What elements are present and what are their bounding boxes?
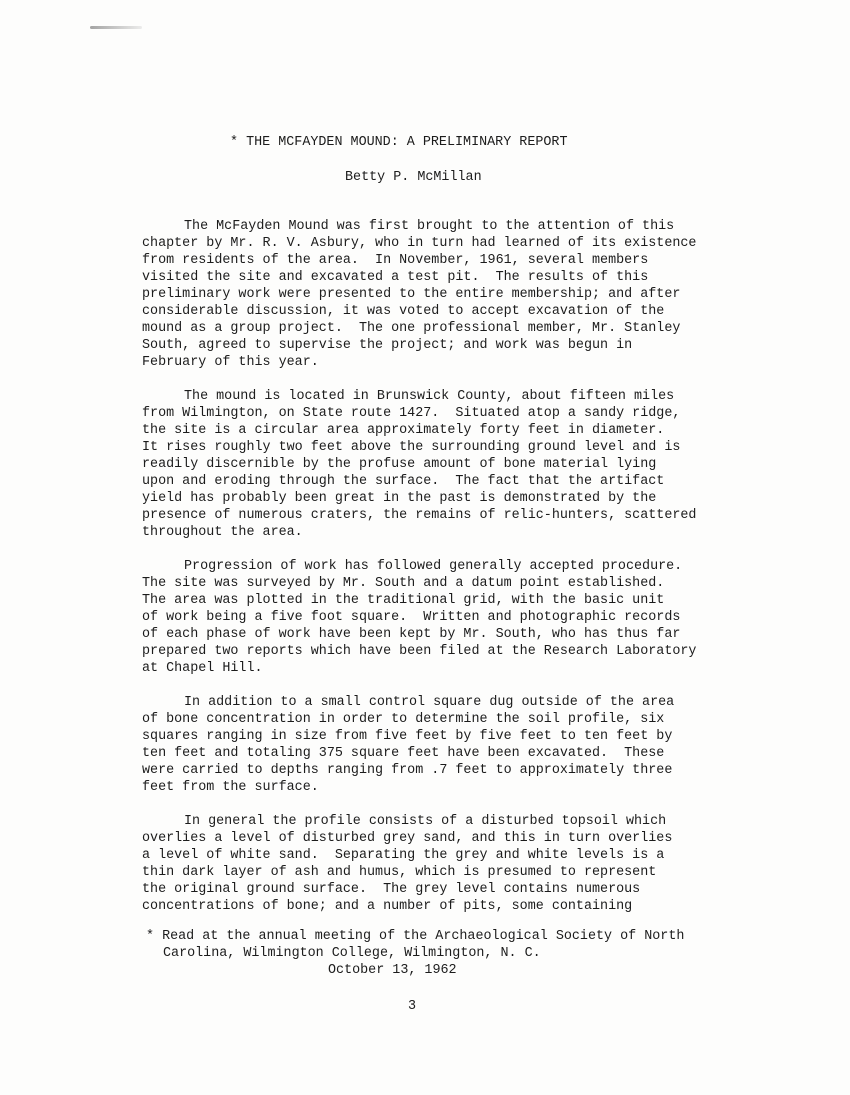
text-line: of each phase of work have been kept by Mr. South, who has thus far (142, 627, 681, 642)
text-line: thin dark layer of ash and humus, which is presumed to represent (142, 865, 657, 880)
paragraph (142, 388, 742, 541)
text-line: preliminary work were presented to the entire membership; and after (142, 287, 681, 302)
text-line: the site is a circular area approximately forty feet in diameter. (142, 423, 665, 438)
text-line: yield has probably been great in the past is demonstrated by the (142, 491, 657, 506)
text-line: readily discernible by the profuse amount of bone material lying (142, 457, 657, 472)
text-line: from Wilmington, on State route 1427. Situated atop a sandy ridge, (142, 406, 681, 421)
paragraph (142, 558, 742, 677)
text-line: upon and eroding through the surface. The fact that the artifact (142, 474, 665, 489)
text-line: the original ground surface. The grey level contains numerous (142, 882, 641, 897)
paragraph (142, 218, 742, 371)
text-line: of bone concentration in order to determine the soil profile, six (142, 712, 665, 727)
text-line: The site was surveyed by Mr. South and a datum point established. (142, 576, 665, 591)
text-line: of work being a five foot square. Written and photographic records (142, 610, 681, 625)
text-line: prepared two reports which have been filed at the Research Laboratory (142, 644, 697, 659)
text-line: ten feet and totaling 375 square feet have been excavated. These (142, 746, 665, 761)
text-line: visited the site and excavated a test pit. The results of this (142, 270, 649, 285)
text-line: feet from the surface. (142, 780, 319, 795)
text-line: presence of numerous craters, the remains of relic-hunters, scattered (142, 508, 697, 523)
report-title: * THE MCFAYDEN MOUND: A PRELIMINARY REPORT (230, 135, 568, 150)
page-number: 3 (408, 999, 417, 1014)
text-line: February of this year. (142, 355, 319, 370)
footnote-line: Carolina, Wilmington College, Wilmington, N. C. (163, 946, 541, 961)
text-line: It rises roughly two feet above the surrounding ground level and is (142, 440, 681, 455)
author-name: Betty P. McMillan (345, 170, 482, 185)
text-line: The McFayden Mound was first brought to the attention of this (184, 219, 675, 234)
text-line: squares ranging in size from five feet by five feet to ten feet by (142, 729, 673, 744)
text-line: from residents of the area. In November, 1961, several members (142, 253, 649, 268)
text-line: In addition to a small control square dug outside of the area (184, 695, 675, 710)
text-line: The mound is located in Brunswick County, about fifteen miles (184, 389, 675, 404)
text-line: The area was plotted in the traditional grid, with the basic unit (142, 593, 665, 608)
footnote-line: * Read at the annual meeting of the Archaeological Society of North (146, 929, 685, 944)
text-line: a level of white sand. Separating the grey and white levels is a (142, 848, 665, 863)
text-line: concentrations of bone; and a number of pits, some containing (142, 899, 633, 914)
paragraph (142, 813, 742, 915)
text-line: mound as a group project. The one professional member, Mr. Stanley (142, 321, 681, 336)
paragraph (142, 694, 742, 796)
text-line: Progression of work has followed generally accepted procedure. (184, 559, 683, 574)
footnote-date: October 13, 1962 (328, 963, 457, 978)
text-line: considerable discussion, it was voted to accept excavation of the (142, 304, 665, 319)
text-line: throughout the area. (142, 525, 303, 540)
text-line: overlies a level of disturbed grey sand, and this in turn overlies (142, 831, 673, 846)
ink-smudge (90, 26, 142, 29)
text-line: chapter by Mr. R. V. Asbury, who in turn had learned of its existence (142, 236, 697, 251)
text-line: In general the profile consists of a disturbed topsoil which (184, 814, 667, 829)
report-body (142, 218, 742, 932)
text-line: at Chapel Hill. (142, 661, 263, 676)
footnote (146, 928, 684, 979)
text-line: were carried to depths ranging from .7 feet to approximately three (142, 763, 673, 778)
text-line: South, agreed to supervise the project; and work was begun in (142, 338, 633, 353)
